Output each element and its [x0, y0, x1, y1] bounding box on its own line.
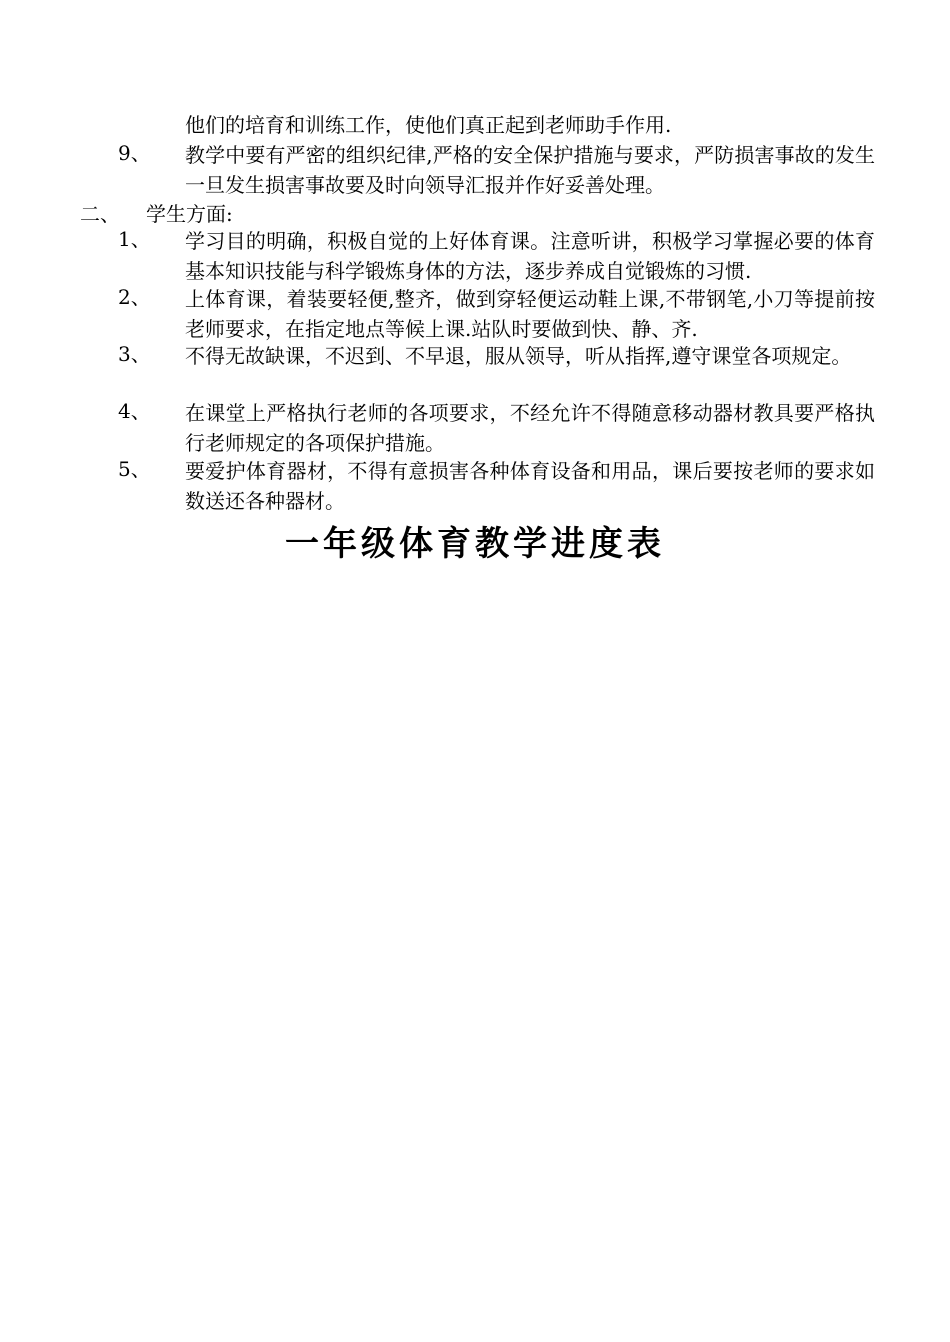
item-number: 5、 [118, 457, 151, 481]
item-number: 1、 [118, 227, 151, 251]
item-number: 3、 [118, 342, 151, 366]
item-number: 4、 [118, 399, 151, 423]
section-title: 学生方面: [146, 202, 233, 226]
item-text: 在课堂上严格执行老师的各项要求，不经允许不得随意移动器材教具要严格执行老师规定的各项保护措施。 [185, 401, 875, 455]
item-text: 学习目的明确，积极自觉的上好体育课。注意听讲，积极学习掌握必要的体育基本知识技能与科学锻炼身体的方法，逐步养成自觉锻炼的习惯. [185, 229, 875, 283]
section-heading [80, 201, 233, 227]
item-text: 上体育课，着装要轻便,整齐，做到穿轻便运动鞋上课,不带钢笔,小刀等提前按老师要求，在指定地点等候上课.站队时要做到快、静、齐. [185, 287, 875, 341]
section-number: 二、 [80, 202, 120, 226]
item-number: 2、 [118, 285, 151, 309]
item-text: 教学中要有严密的组织纪律,严格的安全保护措施与要求，严防损害事故的发生一旦发生损害事故要及时向领导汇报并作好妥善处理。 [185, 143, 875, 197]
item-text: 要爱护体育器材，不得有意损害各种体育设备和用品，课后要按老师的要求如数送还各种器材。 [185, 459, 875, 513]
page-title: 一年级体育教学进度表 [285, 524, 665, 564]
continuation-text: 他们的培育和训练工作，使他们真正起到老师助手作用. [185, 113, 672, 137]
item-text: 不得无故缺课，不迟到、不早退，服从领导，听从指挥,遵守课堂各项规定。 [185, 344, 852, 368]
item-number: 9、 [118, 141, 151, 165]
